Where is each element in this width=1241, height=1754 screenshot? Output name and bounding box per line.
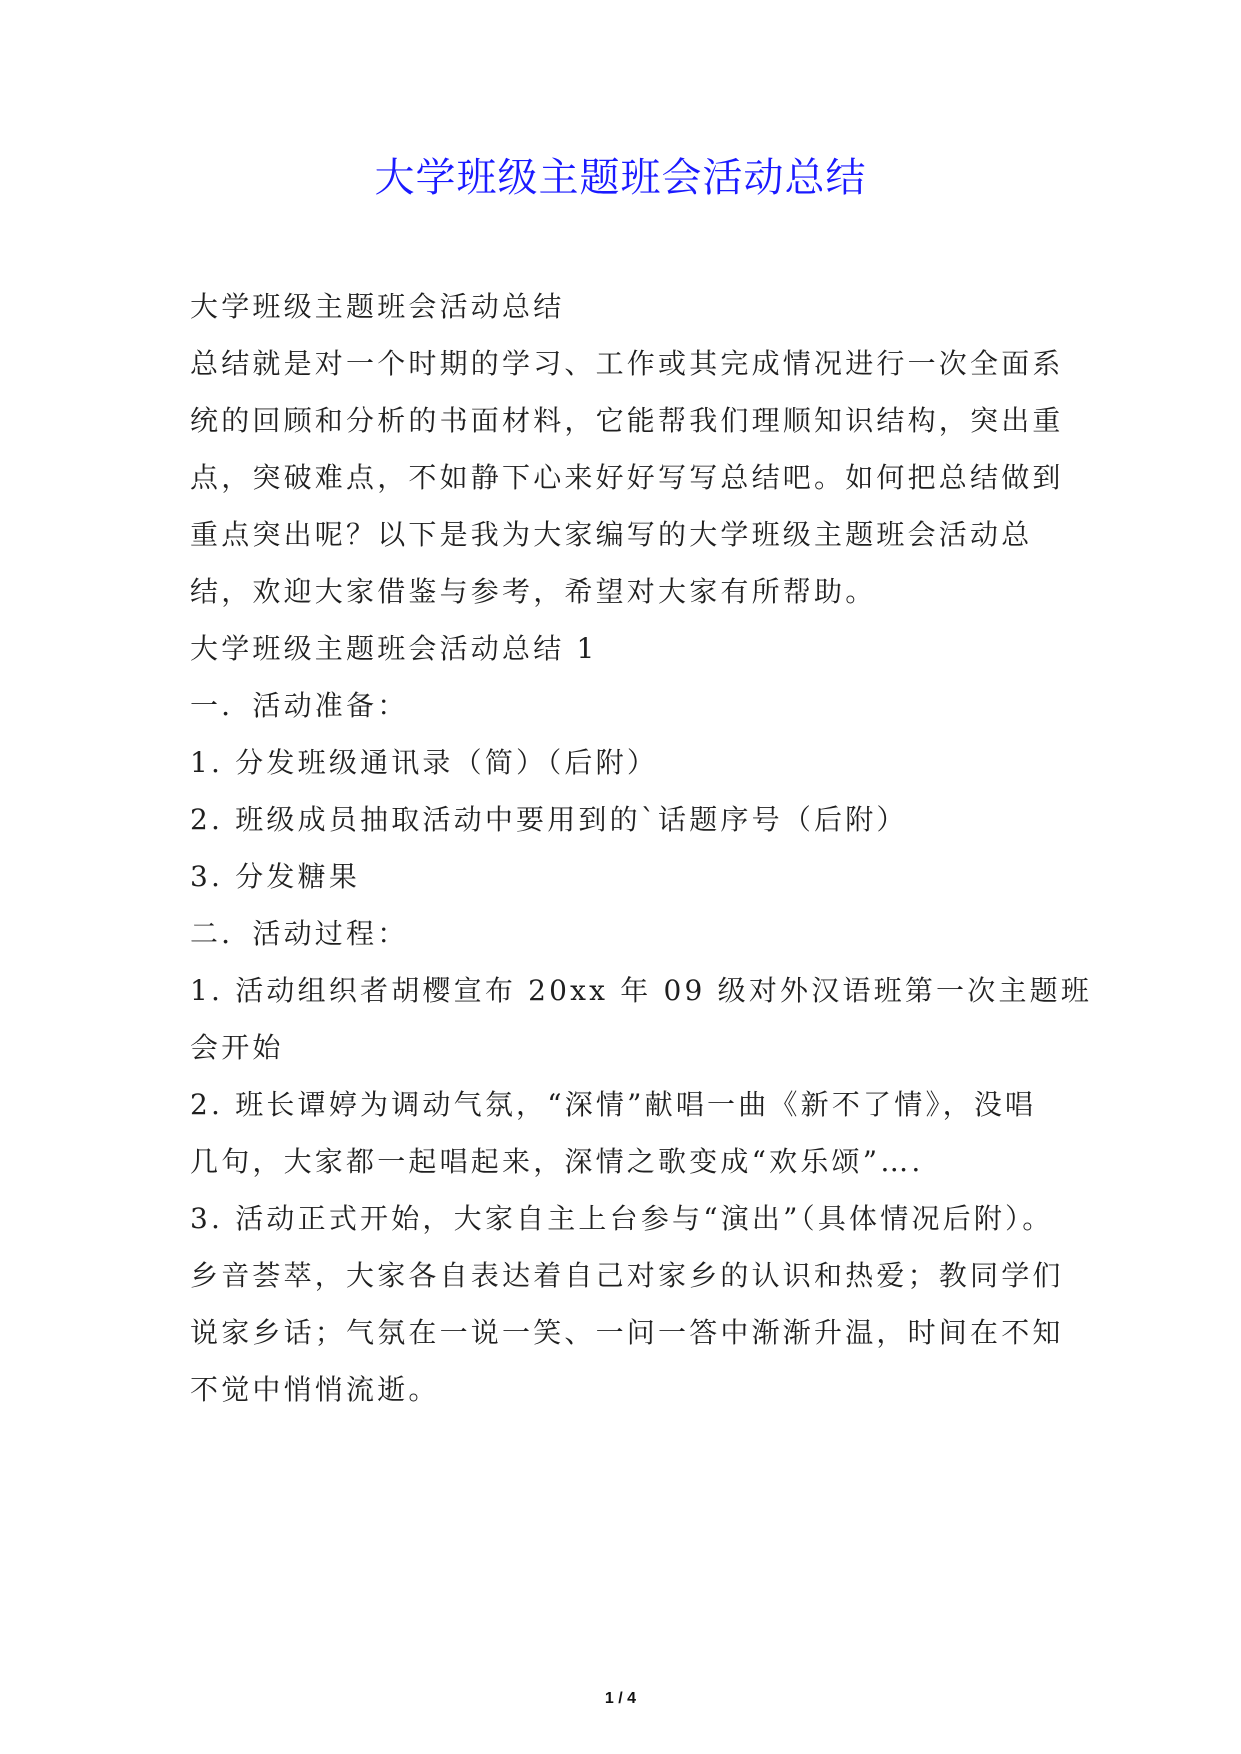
paragraph-line: 大学班级主题班会活动总结 [190, 290, 565, 323]
paragraph-line: 说家乡话；气氛在一说一笑、一问一答中渐渐升温，时间在不知 [190, 1316, 1064, 1349]
paragraph-line: 不觉中悄悄流逝。 [190, 1373, 440, 1406]
paragraph-line: 重点突出呢？以下是我为大家编写的大学班级主题班会活动总 [190, 518, 1033, 551]
paragraph-line: 几句，大家都一起唱起来，深情之歌变成“欢乐颂”…. [190, 1145, 924, 1178]
paragraph-line: 1. 活动组织者胡樱宣布 20xx 年 09 级对外汉语班第一次主题班 [190, 974, 1093, 1007]
paragraph-line: 点，突破难点，不如静下心来好好写写总结吧。如何把总结做到 [190, 461, 1064, 494]
page-number: 1 / 4 [604, 1690, 637, 1707]
paragraph-line: 乡音荟萃，大家各自表达着自己对家乡的认识和热爱；教同学们 [190, 1259, 1064, 1292]
paragraph-line: 一．活动准备： [190, 689, 409, 722]
paragraph-line: 会开始 [190, 1031, 284, 1064]
paragraph-line: 2. 班长谭婷为调动气氛，“深情”献唱一曲《新不了情》，没唱 [190, 1088, 1037, 1121]
paragraph-line: 2. 班级成员抽取活动中要用到的`话题序号（后附） [190, 803, 908, 836]
paragraph-line: 大学班级主题班会活动总结 1 [190, 632, 598, 665]
paragraph-line: 二．活动过程： [190, 917, 409, 950]
paragraph-line: 统的回顾和分析的书面材料，它能帮我们理顺知识结构，突出重 [190, 404, 1064, 437]
paragraph-line: 结，欢迎大家借鉴与参考，希望对大家有所帮助。 [190, 575, 877, 608]
paragraph-line: 3. 分发糖果 [190, 860, 361, 893]
document-title: 大学班级主题班会活动总结 [374, 155, 867, 201]
paragraph-line: 3. 活动正式开始，大家自主上台参与“演出”（具体情况后附）。 [190, 1202, 1054, 1235]
paragraph-line: 总结就是对一个时期的学习、工作或其完成情况进行一次全面系 [190, 347, 1064, 380]
paragraph-line: 1. 分发班级通讯录（简）（后附） [190, 746, 659, 779]
